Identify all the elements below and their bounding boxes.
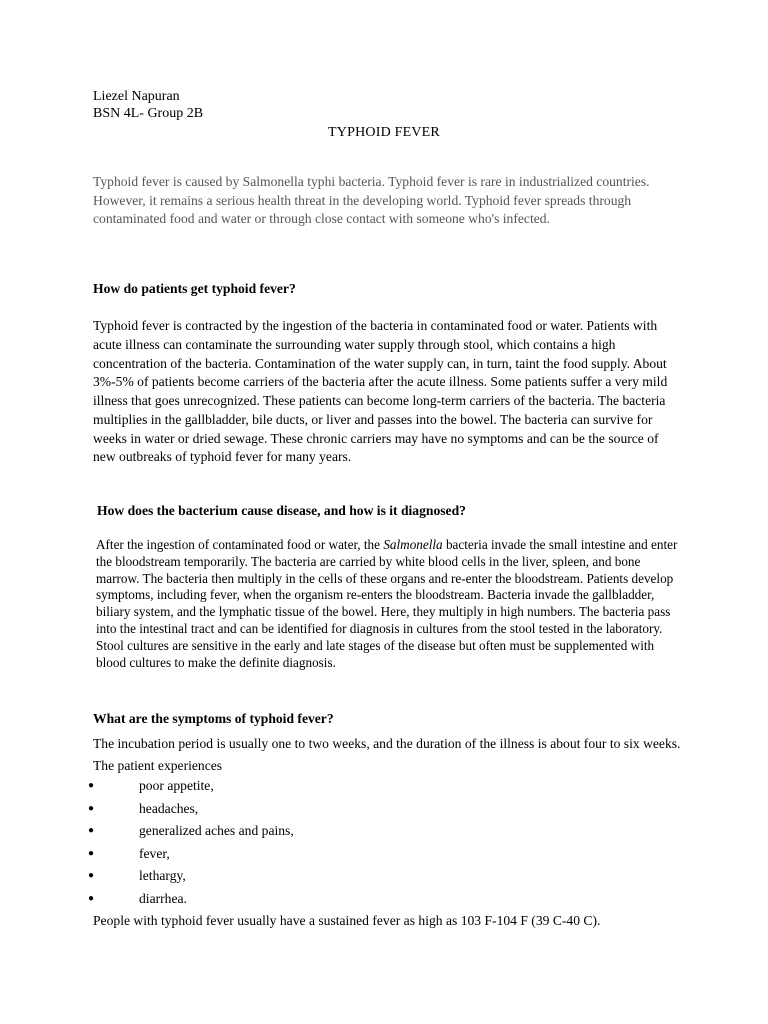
- symptom-list: [88, 775, 588, 910]
- section2-body-start: After the ingestion of contaminated food or water, the: [96, 537, 384, 552]
- author-name: Liezel Napuran: [93, 89, 180, 104]
- symptom-text: fever,: [139, 845, 170, 861]
- symptom-text: diarrhea.: [139, 890, 187, 906]
- symptom-text: generalized aches and pains,: [139, 823, 294, 838]
- list-item: [88, 798, 588, 821]
- section3-heading: What are the symptoms of typhoid fever?: [93, 711, 334, 726]
- section1-heading: How do patients get typhoid fever?: [93, 281, 296, 296]
- author-group: BSN 4L- Group 2B: [93, 106, 204, 121]
- symptom-text: lethargy,: [139, 868, 186, 883]
- bullet-icon: ●: [88, 825, 95, 836]
- bullet-icon: ●: [88, 892, 95, 904]
- section2-body-end: bacteria invade the small intestine and enter the bloodstream temporarily. The bacteria are carried by white blood cells in the liver, spleen, and bone marrow. The bacteria then multiply in the cells of these organs and re-enter the bloodstream. Patients develop symptoms, including fever, when the organism re-enters the bloodstream. Bacteria invade the gallbladder, biliary system, and the lymphatic tissue of the bowel. Here, they multiply in high numbers. The bacteria pass into the intestinal tract and can be identified for diagnosis in cultures from the stool tested in the laboratory. Stool cultures are sensitive in the early and late stages of the disease but often must be supplemented with blood cultures to make the definite diagnosis.: [96, 537, 678, 670]
- list-item: [88, 843, 588, 866]
- section2-body-italic: Salmonella: [383, 537, 443, 552]
- intro-paragraph: Typhoid fever is caused by Salmonella typhi bacteria. Typhoid fever is rare in industrialized countries. However, it remains a serious health threat in the developing world. Typhoid fever spreads through contaminated food and water or through close contact with someone who's infected.: [93, 174, 650, 226]
- bullet-icon: ●: [88, 847, 95, 859]
- list-item: [88, 820, 588, 843]
- closing-sentence: People with typhoid fever usually have a sustained fever as high as 103 F-104 F (39 C-40 C).: [93, 913, 601, 928]
- list-item: [88, 888, 588, 911]
- document-title: [0, 124, 768, 141]
- bullet-icon: ●: [88, 870, 95, 881]
- section3-body: The incubation period is usually one to two weeks, and the duration of the illness is about four to six weeks. The patient experiences: [93, 736, 681, 773]
- section1-body: Typhoid fever is contracted by the ingestion of the bacteria in contaminated food or water. Patients with acute illness can contaminate the surrounding water supply through stool, which contains a high concentration of the bacteria. Contamination of the water supply can, in turn, taint the food supply. About 3%-5% of patients become carriers of the bacteria after the acute illness. Some patients suffer a very mild illness that goes unrecognized. These patients can become long-term carriers of the bacteria. The bacteria multiplies in the gallbladder, bile ducts, or liver and passes into the bowel. The bacteria can survive for weeks in water or dried sewage. These chronic carriers may have no symptoms and can be the source of new outbreaks of typhoid fever for many years.: [93, 318, 668, 465]
- symptom-text: headaches,: [139, 800, 199, 816]
- list-item: [88, 775, 588, 798]
- list-item: [88, 865, 588, 888]
- symptom-text: poor appetite,: [139, 778, 214, 793]
- bullet-icon: ●: [88, 802, 95, 814]
- document-title-text: TYPHOID FEVER: [328, 125, 440, 140]
- section2-body: [96, 537, 686, 671]
- bullet-icon: ●: [88, 780, 95, 791]
- section2-heading: How does the bacterium cause disease, and how is it diagnosed?: [97, 503, 466, 518]
